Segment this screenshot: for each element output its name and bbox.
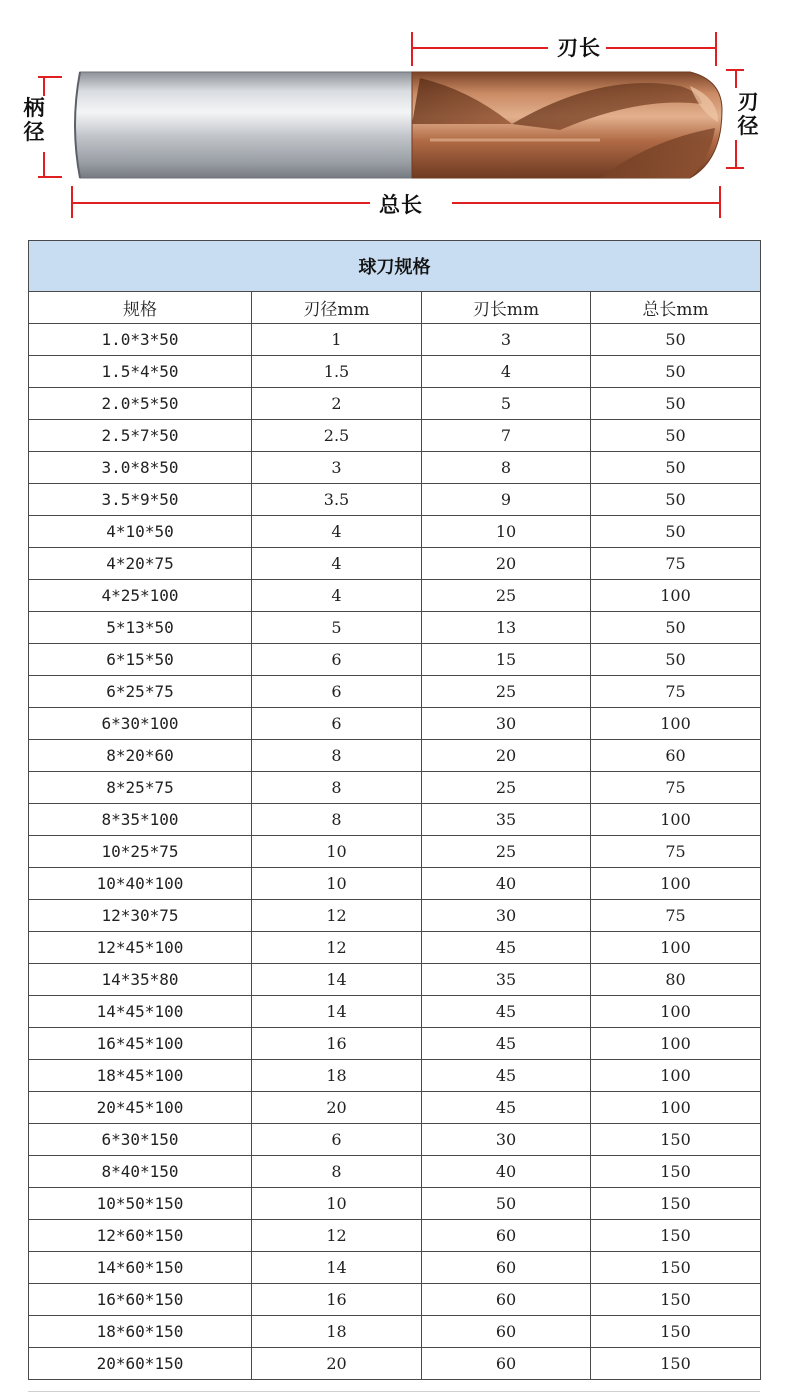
- cell-spec: 12*45*100: [29, 932, 252, 964]
- cell-spec: 12*30*75: [29, 900, 252, 932]
- cell-blade-diameter: 10: [252, 836, 422, 868]
- cell-spec: 4*25*100: [29, 580, 252, 612]
- cell-spec: 1.0*3*50: [29, 324, 252, 356]
- cell-spec: 12*60*150: [29, 1220, 252, 1252]
- cell-blade-diameter: 12: [252, 932, 422, 964]
- table-row: [29, 1220, 761, 1252]
- table-row: [29, 836, 761, 868]
- cell-blade-length: 45: [422, 1028, 591, 1060]
- table-row: [29, 772, 761, 804]
- cell-blade-diameter: 12: [252, 1220, 422, 1252]
- table-row: [29, 1348, 761, 1380]
- cell-blade-length: 8: [422, 452, 591, 484]
- cell-spec: 8*25*75: [29, 772, 252, 804]
- cell-total-length: 100: [591, 1060, 761, 1092]
- header-total-length: 总长mm: [591, 292, 761, 324]
- cell-total-length: 50: [591, 356, 761, 388]
- cell-blade-length: 35: [422, 804, 591, 836]
- table-title: 球刀规格: [29, 241, 761, 292]
- cell-total-length: 50: [591, 484, 761, 516]
- cell-total-length: 150: [591, 1348, 761, 1380]
- table-row: [29, 1316, 761, 1348]
- spec-table: [28, 240, 761, 1380]
- table-row: [29, 996, 761, 1028]
- table-row: [29, 964, 761, 996]
- cell-spec: 5*13*50: [29, 612, 252, 644]
- end-mill-diagram: [0, 0, 790, 230]
- table-row: [29, 1284, 761, 1316]
- cell-total-length: 150: [591, 1156, 761, 1188]
- shank: [75, 72, 412, 178]
- cell-blade-length: 40: [422, 868, 591, 900]
- cell-total-length: 100: [591, 1092, 761, 1124]
- cell-blade-diameter: 5: [252, 612, 422, 644]
- table-row: [29, 356, 761, 388]
- cell-spec: 14*35*80: [29, 964, 252, 996]
- cell-total-length: 75: [591, 772, 761, 804]
- cell-blade-diameter: 3.5: [252, 484, 422, 516]
- cell-blade-diameter: 16: [252, 1284, 422, 1316]
- cell-total-length: 50: [591, 420, 761, 452]
- table-row: [29, 868, 761, 900]
- table-row: [29, 1188, 761, 1220]
- cell-blade-length: 30: [422, 708, 591, 740]
- cell-spec: 8*40*150: [29, 1156, 252, 1188]
- cell-total-length: 150: [591, 1220, 761, 1252]
- cell-blade-diameter: 8: [252, 1156, 422, 1188]
- cell-blade-diameter: 6: [252, 644, 422, 676]
- shank-diameter-label: 柄径: [23, 96, 45, 144]
- table-header-row: [29, 292, 761, 324]
- cell-spec: 6*30*150: [29, 1124, 252, 1156]
- cell-total-length: 150: [591, 1284, 761, 1316]
- cell-blade-diameter: 3: [252, 452, 422, 484]
- cell-blade-diameter: 4: [252, 548, 422, 580]
- header-blade-diameter: 刃径mm: [252, 292, 422, 324]
- cell-blade-diameter: 14: [252, 996, 422, 1028]
- table-row: [29, 804, 761, 836]
- cell-total-length: 80: [591, 964, 761, 996]
- cell-blade-length: 4: [422, 356, 591, 388]
- cell-spec: 3.5*9*50: [29, 484, 252, 516]
- cell-spec: 10*40*100: [29, 868, 252, 900]
- cell-total-length: 50: [591, 324, 761, 356]
- cell-blade-diameter: 6: [252, 708, 422, 740]
- cell-blade-length: 25: [422, 836, 591, 868]
- blade-diameter-label: 刃径: [737, 90, 759, 138]
- cell-blade-length: 35: [422, 964, 591, 996]
- cell-blade-length: 3: [422, 324, 591, 356]
- cell-total-length: 100: [591, 932, 761, 964]
- cell-blade-length: 25: [422, 580, 591, 612]
- cell-total-length: 150: [591, 1188, 761, 1220]
- cell-blade-diameter: 1.5: [252, 356, 422, 388]
- cell-total-length: 50: [591, 388, 761, 420]
- cell-blade-length: 13: [422, 612, 591, 644]
- cell-blade-diameter: 10: [252, 868, 422, 900]
- cell-blade-length: 60: [422, 1348, 591, 1380]
- cell-blade-length: 60: [422, 1220, 591, 1252]
- cell-blade-diameter: 14: [252, 964, 422, 996]
- table-row: [29, 644, 761, 676]
- cell-total-length: 100: [591, 804, 761, 836]
- cell-spec: 10*50*150: [29, 1188, 252, 1220]
- blade-length-label: 刃长: [553, 36, 605, 60]
- cell-spec: 14*60*150: [29, 1252, 252, 1284]
- table-body: [29, 324, 761, 1380]
- bottom-divider: [28, 1391, 760, 1392]
- cell-blade-length: 9: [422, 484, 591, 516]
- cell-spec: 18*60*150: [29, 1316, 252, 1348]
- table-row: [29, 1060, 761, 1092]
- cell-blade-diameter: 6: [252, 1124, 422, 1156]
- cell-total-length: 50: [591, 644, 761, 676]
- table-row: [29, 932, 761, 964]
- cell-total-length: 100: [591, 868, 761, 900]
- table-row: [29, 452, 761, 484]
- cell-blade-diameter: 20: [252, 1348, 422, 1380]
- cell-blade-length: 5: [422, 388, 591, 420]
- cell-blade-length: 45: [422, 996, 591, 1028]
- table-row: [29, 1028, 761, 1060]
- table-row: [29, 1156, 761, 1188]
- cell-total-length: 100: [591, 580, 761, 612]
- table-row: [29, 740, 761, 772]
- cell-total-length: 150: [591, 1252, 761, 1284]
- cell-spec: 8*20*60: [29, 740, 252, 772]
- cell-spec: 16*45*100: [29, 1028, 252, 1060]
- cell-blade-diameter: 2: [252, 388, 422, 420]
- cell-blade-diameter: 12: [252, 900, 422, 932]
- cell-spec: 1.5*4*50: [29, 356, 252, 388]
- cell-blade-diameter: 2.5: [252, 420, 422, 452]
- cell-spec: 2.0*5*50: [29, 388, 252, 420]
- cell-total-length: 50: [591, 452, 761, 484]
- cell-total-length: 75: [591, 676, 761, 708]
- cell-total-length: 75: [591, 900, 761, 932]
- table-row: [29, 1092, 761, 1124]
- cell-spec: 18*45*100: [29, 1060, 252, 1092]
- cell-blade-length: 25: [422, 676, 591, 708]
- cell-blade-length: 60: [422, 1316, 591, 1348]
- coated-cutting-head: [412, 72, 722, 178]
- cell-spec: 2.5*7*50: [29, 420, 252, 452]
- cell-spec: 8*35*100: [29, 804, 252, 836]
- cell-blade-diameter: 6: [252, 676, 422, 708]
- cell-blade-length: 10: [422, 516, 591, 548]
- table-row: [29, 900, 761, 932]
- table-row: [29, 324, 761, 356]
- cell-blade-diameter: 16: [252, 1028, 422, 1060]
- cell-blade-length: 25: [422, 772, 591, 804]
- cell-spec: 10*25*75: [29, 836, 252, 868]
- cell-spec: 6*30*100: [29, 708, 252, 740]
- cell-spec: 4*20*75: [29, 548, 252, 580]
- cell-spec: 16*60*150: [29, 1284, 252, 1316]
- cell-spec: 6*15*50: [29, 644, 252, 676]
- header-blade-length: 刃长mm: [422, 292, 591, 324]
- cell-blade-diameter: 14: [252, 1252, 422, 1284]
- table-row: [29, 548, 761, 580]
- cell-blade-diameter: 18: [252, 1316, 422, 1348]
- cell-total-length: 150: [591, 1316, 761, 1348]
- cell-total-length: 100: [591, 1028, 761, 1060]
- cell-spec: 20*60*150: [29, 1348, 252, 1380]
- cell-blade-diameter: 4: [252, 516, 422, 548]
- cell-blade-diameter: 8: [252, 804, 422, 836]
- table-row: [29, 708, 761, 740]
- table-row: [29, 612, 761, 644]
- cell-blade-length: 50: [422, 1188, 591, 1220]
- cell-blade-diameter: 20: [252, 1092, 422, 1124]
- cell-blade-length: 45: [422, 932, 591, 964]
- table-row: [29, 1124, 761, 1156]
- cell-blade-length: 20: [422, 740, 591, 772]
- cell-blade-length: 45: [422, 1092, 591, 1124]
- cell-blade-length: 40: [422, 1156, 591, 1188]
- cell-blade-diameter: 1: [252, 324, 422, 356]
- cell-blade-diameter: 8: [252, 772, 422, 804]
- cell-blade-diameter: 4: [252, 580, 422, 612]
- table-row: [29, 420, 761, 452]
- cell-blade-diameter: 18: [252, 1060, 422, 1092]
- cell-total-length: 60: [591, 740, 761, 772]
- cell-blade-length: 7: [422, 420, 591, 452]
- cell-total-length: 75: [591, 548, 761, 580]
- cell-blade-length: 60: [422, 1252, 591, 1284]
- cell-blade-diameter: 8: [252, 740, 422, 772]
- table-row: [29, 580, 761, 612]
- cell-blade-length: 30: [422, 1124, 591, 1156]
- cell-blade-length: 45: [422, 1060, 591, 1092]
- total-length-label: 总长: [375, 193, 427, 217]
- cell-spec: 6*25*75: [29, 676, 252, 708]
- table-row: [29, 388, 761, 420]
- cell-blade-length: 60: [422, 1284, 591, 1316]
- cell-blade-length: 30: [422, 900, 591, 932]
- cell-spec: 14*45*100: [29, 996, 252, 1028]
- cell-total-length: 50: [591, 516, 761, 548]
- cell-blade-length: 20: [422, 548, 591, 580]
- cell-total-length: 50: [591, 612, 761, 644]
- cell-blade-length: 15: [422, 644, 591, 676]
- cell-spec: 20*45*100: [29, 1092, 252, 1124]
- cell-blade-diameter: 10: [252, 1188, 422, 1220]
- cell-total-length: 100: [591, 708, 761, 740]
- table-title-row: [29, 241, 761, 292]
- cell-spec: 3.0*8*50: [29, 452, 252, 484]
- cell-total-length: 100: [591, 996, 761, 1028]
- cell-total-length: 75: [591, 836, 761, 868]
- table-row: [29, 1252, 761, 1284]
- cell-spec: 4*10*50: [29, 516, 252, 548]
- header-spec: 规格: [29, 292, 252, 324]
- table-row: [29, 676, 761, 708]
- table-row: [29, 516, 761, 548]
- table-row: [29, 484, 761, 516]
- cell-total-length: 150: [591, 1124, 761, 1156]
